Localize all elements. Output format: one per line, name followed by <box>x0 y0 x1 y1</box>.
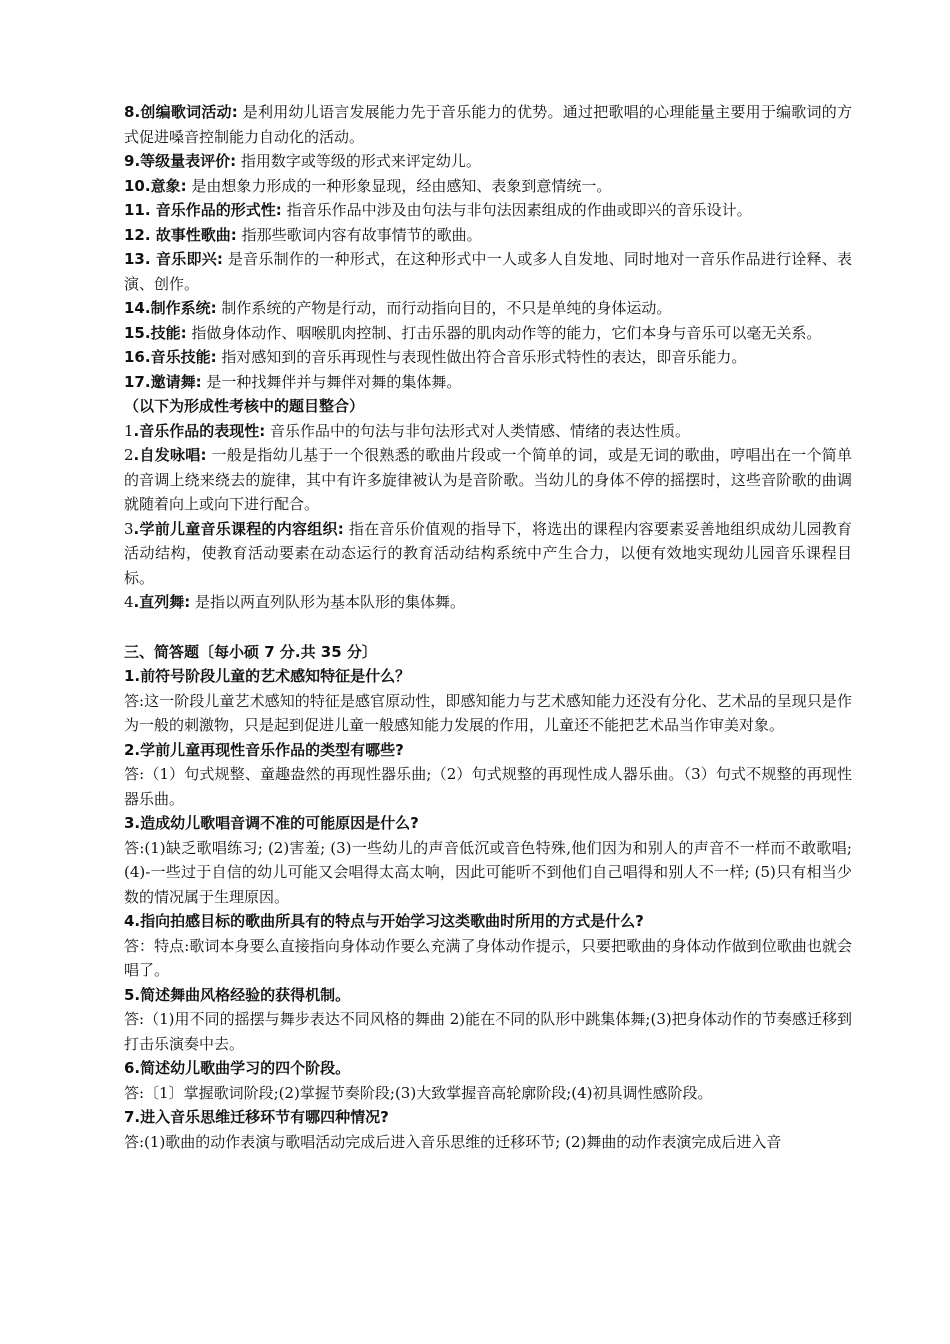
definition-term: .音乐作品的表现性: <box>133 421 266 440</box>
qa-list <box>124 664 852 1154</box>
definition-number: 12 <box>124 225 145 244</box>
definition-number: 16 <box>124 348 145 366</box>
definition-text: 指做身体动作、咽喉肌肉控制、打击乐器的肌肉动作等的能力，它们本身与音乐可以毫无关系。 <box>186 323 822 342</box>
definition-text: 是利用幼儿语言发展能力先于音乐能力的优势。通过把歌唱的心理能量主要用于编歌词的方式促进嗓音控制能力自动化的活动。 <box>124 103 852 146</box>
definition-text: 指音乐作品中涉及由句法与非句法因素组成的作曲或即兴的音乐设计。 <box>281 201 752 219</box>
definition-item <box>124 370 852 395</box>
answer: 答:(1)缺乏歌唱练习; (2)害羞; (3)一些幼儿的声音低沉或音色特殊,他们因为和别人的声音不一样而不敢歌唱; (4)-一些过于自信的幼儿可能又会唱得太高太响，因此可能听不到他们自己唱得和别人不一样; (5)只有相当少数的情况属于生理原因。 <box>124 838 852 906</box>
definition-item <box>124 443 852 517</box>
definition-term: . 故事性歌曲: <box>144 225 237 244</box>
definition-term: . 音乐即兴: <box>144 250 223 268</box>
definition-term: .直列舞: <box>133 593 191 611</box>
document-page <box>124 100 852 1154</box>
formative-heading: （以下为形成性考核中的题目整合） <box>124 397 365 415</box>
definition-text: 是音乐制作的一种形式，在这种形式中一人或多人自发地、同时地对一音乐作品进行诠释、表演、创作。 <box>124 250 852 293</box>
definition-item <box>124 296 852 321</box>
definition-number: 4 <box>124 593 134 611</box>
definition-number: 2 <box>124 446 134 464</box>
definition-number: 11 <box>124 201 145 219</box>
question: 6.简述幼儿歌曲学习的四个阶段。 <box>124 1059 351 1077</box>
definition-text: 制作系统的产物是行动，而行动指向目的，不只是单纯的身体运动。 <box>216 299 672 317</box>
definition-number: 13 <box>124 250 145 268</box>
question: 7.进入音乐思维迁移环节有哪四种情况? <box>124 1108 389 1126</box>
definition-text: 是指以两直列队形为基本队形的集体舞。 <box>190 593 466 611</box>
definition-text: 指对感知到的音乐再现性与表现性做出符合音乐形式特性的表达，即音乐能力。 <box>216 348 747 366</box>
definitions-list-b <box>124 419 852 615</box>
definition-item <box>124 100 852 149</box>
definitions-list-a <box>124 100 852 394</box>
definition-term: .创编歌词活动: <box>134 103 238 121</box>
definition-item <box>124 174 852 199</box>
question: 2.学前儿童再现性音乐作品的类型有哪些? <box>124 740 404 759</box>
definition-item <box>124 149 852 174</box>
question: 1.前符号阶段儿童的艺术感知特征是什么？ <box>124 667 411 685</box>
definition-term: .制作系统: <box>144 299 217 317</box>
answer: 答：特点:歌词本身要么直接指向身体动作要么充满了身体动作提示，只要把歌曲的身体动作做到位歌曲也就会唱了。 <box>124 936 852 979</box>
answer: 答:（1)用不同的摇摆与舞步表达不同风格的舞曲 2)能在不同的队形中跳集体舞;(3)把身体动作的节奏感迁移到打击乐演奏中去。 <box>124 1010 852 1053</box>
answer: 答:〔1〕掌握歌词阶段;(2)掌握节奏阶段;(3)大致掌握音高轮廓阶段;(4)初具调性感阶段。 <box>124 1083 713 1102</box>
question: 3.造成幼儿歌唱音调不准的可能原因是什么? <box>124 814 419 832</box>
definition-term: .自发咏唱: <box>133 446 207 464</box>
definition-term: .邀请舞: <box>144 372 202 391</box>
spacer <box>124 615 852 640</box>
definition-number: 17 <box>124 372 145 391</box>
definition-number: 10 <box>124 176 145 195</box>
definition-number: 15 <box>124 323 145 342</box>
definition-text: 音乐作品中的句法与非句法形式对人类情感、情绪的表达性质。 <box>265 421 691 440</box>
definition-item <box>124 419 852 444</box>
definition-item <box>124 590 852 615</box>
definition-text: 指那些歌词内容有故事情节的歌曲。 <box>236 225 482 244</box>
definition-term: .音乐技能: <box>144 348 217 366</box>
definition-item <box>124 517 852 591</box>
definition-item <box>124 247 852 296</box>
answer: 答:（1）句式规整、童趣盎然的再现性器乐曲;（2）句式规整的再现性成人器乐曲。（3）句式不规整的再现性器乐曲。 <box>124 765 852 808</box>
definition-number: 3 <box>124 519 134 538</box>
definition-term: .意象: <box>144 176 187 195</box>
definition-term: .等级量表评价: <box>134 152 237 170</box>
definition-text: 指在音乐价值观的指导下，将选出的课程内容要素妥善地组织成幼儿园教育活动结构，使教育活动要素在动态运行的教育活动结构系统中产生合力，以便有效地实现幼儿园音乐课程目标。 <box>124 519 852 587</box>
definition-term: . 音乐作品的形式性: <box>144 201 282 219</box>
definition-number: 9 <box>124 152 135 170</box>
definition-number: 1 <box>124 421 134 440</box>
definition-term: .技能: <box>144 323 187 342</box>
definition-text: 是由想象力形成的一种形象显现，经由感知、表象到意情统一。 <box>186 176 612 195</box>
question: 4.指向拍感目标的歌曲所具有的特点与开始学习这类歌曲时所用的方式是什么? <box>124 912 644 930</box>
definition-text: 是一种找舞伴并与舞伴对舞的集体舞。 <box>201 372 462 391</box>
definition-item <box>124 345 852 370</box>
definition-item <box>124 321 852 346</box>
definition-text: 指用数字或等级的形式来评定幼儿。 <box>236 152 481 170</box>
question: 5.简述舞曲风格经验的获得机制。 <box>124 985 351 1004</box>
definition-item <box>124 223 852 248</box>
definition-item <box>124 198 852 223</box>
answer: 答:(1)歌曲的动作表演与歌唱活动完成后进入音乐思维的迁移环节; (2)舞曲的动作表演完成后进入音 <box>124 1132 782 1151</box>
definition-term: .学前儿童音乐课程的内容组织: <box>133 519 344 538</box>
section-title: 三、简答题〔每小硕 7 分.共 35 分〕 <box>124 642 377 661</box>
definition-number: 8 <box>124 103 135 121</box>
definition-number: 14 <box>124 299 145 317</box>
answer: 答:这一阶段儿童艺术感知的特征是感官原动性，即感知能力与艺术感知能力还没有分化、艺术品的呈现只是作为一般的刺激物，只是起到促进儿童一般感知能力发展的作用，儿童还不能把艺术品当作审美对象。 <box>124 691 852 734</box>
definition-text: 一般是指幼儿基于一个很熟悉的歌曲片段或一个简单的词，或是无词的歌曲，哼唱出在一个简单的音调上绕来绕去的旋律，其中有许多旋律被认为是音阶歌。当幼儿的身体不停的摇摆时，这些音阶歌的曲调就随着向上或向下进行配合。 <box>124 446 852 513</box>
